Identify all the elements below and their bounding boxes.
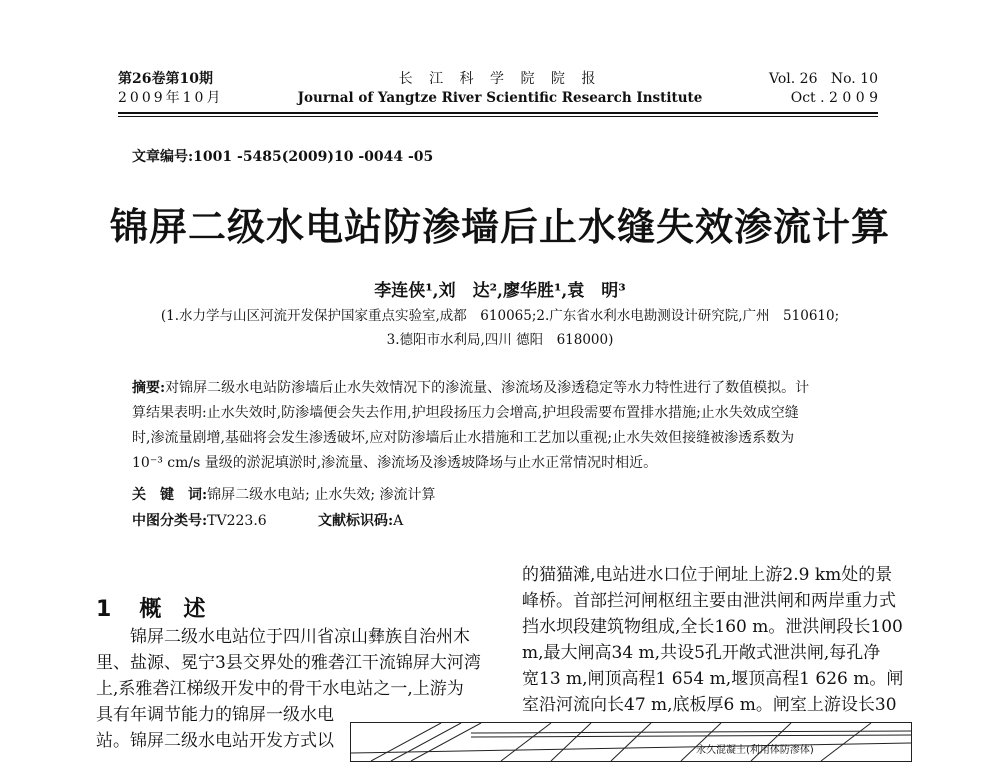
journal-volume-issue: 第26卷第10期 (118, 71, 213, 87)
text-line: 挡水坝段建筑物组成,全长160 m。泄洪闸段长100 (522, 617, 903, 637)
figure-label: 永久混凝土(利用体防渗体) (696, 745, 814, 756)
article-number: 文章编号:1001 -5485(2009)10 -0044 -05 (132, 149, 434, 165)
text-line: 室沿河流向长47 m,底板厚6 m。闸室上游设长30 (522, 695, 897, 715)
text-line: 站。锦屏二级水电站开发方式以 (96, 731, 334, 751)
affiliation-line-1: (1.水力学与山区河流开发保护国家重点实验室,成都 610065;2.广东省水利水电勘测设计研究院,广州 510610; (160, 308, 840, 324)
classification-number (132, 510, 267, 530)
text-line: 宽13 m,闸顶高程1 654 m,堰顶高程1 626 m。闸 (522, 669, 904, 689)
classification-label: 中图分类号: (132, 513, 208, 529)
text-line: 上,系雅砻江梯级开发中的骨干水电站之一,上游为 (96, 679, 464, 699)
affiliation-line-2: 3.德阳市水利局,四川 德阳 618000) (386, 332, 614, 348)
text-line: 锦屏二级水电站位于四川省凉山彝族自治州木 (96, 627, 470, 647)
abstract-line: 算结果表明:止水失效时,防渗墙便会失去作用,护坦段扬压力会增高,护坦段需要布置排水措施;止水失效成空缝 (132, 405, 799, 421)
figure-diagram (350, 722, 912, 762)
keywords-value: 锦屏二级水电站; 止水失效; 渗流计算 (207, 487, 436, 503)
header-rule (118, 112, 878, 114)
text-line: 里、盐源、冕宁3县交界处的雅砻江干流锦屏大河湾 (96, 653, 481, 673)
abstract-line: 摘要:对锦屏二级水电站防渗墙后止水失效情况下的渗流量、渗流场及渗透稳定等水力特性进行了数值模拟。计 (132, 380, 810, 396)
journal-name-cn: 长 江 科 学 院 院 报 (398, 71, 602, 87)
text-line: 具有年调节能力的锦屏一级水电 (96, 705, 334, 725)
classification-value: TV223.6 (207, 513, 267, 529)
keywords-label: 关 键 词: (132, 487, 208, 503)
section-title: 概 述 (139, 597, 206, 622)
keywords (132, 484, 436, 504)
journal-date: 2009年10月 (118, 90, 224, 106)
journal-volume-en: Vol. 26 No. 10 (769, 71, 878, 87)
document-code-label: 文献标识码: (318, 513, 394, 529)
figure-drawing (351, 723, 911, 761)
section-number: 1 (96, 597, 112, 622)
abstract-line: 时,渗流量剧增,基础将会发生渗透破坏,应对防渗墙后止水措施和工艺加以重视;止水失效但接缝被渗透系数为 (132, 430, 795, 446)
abstract-label: 摘要: (132, 380, 166, 396)
author-list: 李连侠¹,刘 达²,廖华胜¹,袁 明³ (374, 281, 626, 301)
section-heading (96, 592, 205, 623)
journal-name-en: Journal of Yangtze River Scientific Research Institute (297, 90, 703, 106)
document-code (318, 510, 403, 530)
abstract-line: 10⁻³ cm/s 量级的淤泥填淤时,渗流量、渗流场及渗透坡降场与止水正常情况时相近。 (132, 455, 658, 471)
header-rule-thin (118, 116, 878, 117)
right-column-text (522, 562, 922, 718)
paper-title: 锦屏二级水电站防渗墙后止水缝失效渗流计算 (109, 205, 890, 249)
document-code-value: A (393, 513, 404, 529)
journal-date-en: Oct . 2 0 0 9 (790, 90, 878, 106)
text-line: m,最大闸高34 m,共设5孔开敞式泄洪闸,每孔净 (522, 643, 881, 663)
text-line: 的猫猫滩,电站进水口位于闸址上游2.9 km处的景 (522, 565, 893, 585)
abstract (132, 376, 872, 476)
text-line: 峰桥。首部拦河闸枢纽主要由泄洪闸和两岸重力式 (522, 591, 896, 611)
